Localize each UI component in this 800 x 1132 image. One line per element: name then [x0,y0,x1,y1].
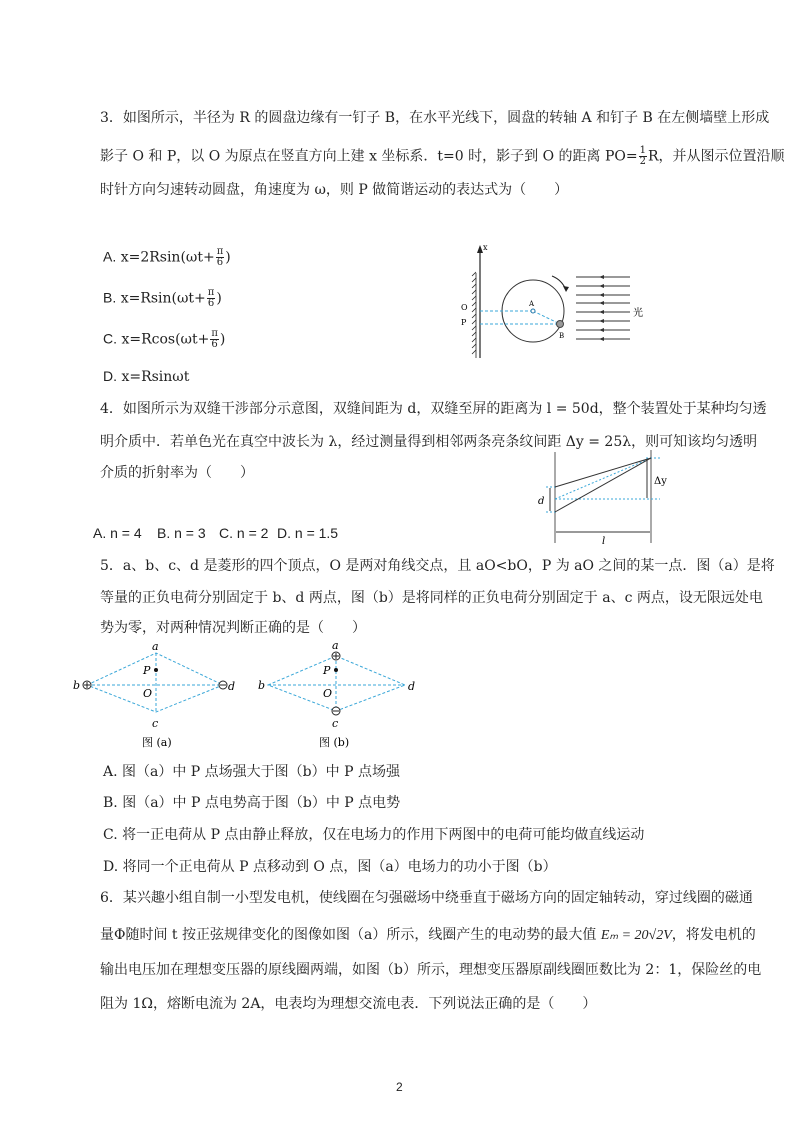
label-a: a [152,640,159,653]
label-A: A [529,300,535,308]
q3-option-a[interactable] [103,247,231,268]
wall-hatching [472,272,476,358]
numerator: π [207,287,215,298]
label-P: P [461,318,467,327]
fraction [216,247,225,268]
q5-text-line3: 势为零，对两种情况判断正确的是（ ） [100,620,366,636]
q3-disk-figure [440,240,680,370]
label-a: a [332,640,339,652]
q4-option-c[interactable]: C. n = 2 [219,525,269,541]
q3-option-c[interactable] [103,329,225,350]
label-dy: Δy [654,476,667,487]
label-O: O [143,687,153,700]
q5-option-b[interactable]: B. 图（a）中 P 点电势高于图（b）中 P 点电势 [103,795,401,811]
numerator: π [211,328,218,339]
option-label: A. [103,248,117,265]
q3-line2-end: R，并从图示位置沿顺 [647,148,785,165]
q6-text-line3: 输出电压加在理想变压器的原线圈两端，如图（b）所示，理想变压器原副线圈匝数比为 2：1，保险丝的电 [100,962,762,978]
label-c: c [152,717,159,730]
caption-a: 图 (a) [142,736,172,749]
option-expr-end: ) [225,249,231,266]
option-expr-end: ) [219,331,226,348]
numerator: 1 [639,145,646,156]
label-P: P [143,664,151,677]
axle-A [531,309,535,313]
option-expr: x=2Rsin(ωt+ [120,249,215,266]
q5-text-line1: 5．a、b、c、d 是菱形的四个顶点，O 是两对角线交点，且 aO<bO，P 为 aO 之间的某一点．图（a）是将 [100,558,775,574]
q4-option-d[interactable]: D. n = 1.5 [277,525,339,541]
rotation-arrowhead [563,286,569,292]
option-expr: x=Rsinωt [121,369,190,385]
label-d: d [408,680,416,693]
fraction [639,146,647,167]
q3-option-d[interactable] [103,367,189,386]
option-label: C. [103,330,117,347]
q4-text-line2: 明介质中．若单色光在真空中波长为 λ，经过测量得到相邻两条亮条纹间距 Δy = 25λ，则可知该均匀透明 [100,434,758,450]
denominator: 2 [639,156,646,167]
q4-option-b[interactable]: B. n = 3 [157,525,206,541]
figure-b [258,640,415,749]
q3-text-line1: 3．如图所示，半径为 R 的圆盘边缘有一钉子 B，在水平光线下，圆盘的转轴 A 和钉子 B 在左侧墙壁上形成 [100,110,770,126]
center-ray [555,458,651,499]
q5-option-a[interactable]: A. 图（a）中 P 点场强大于图（b）中 P 点场强 [103,764,400,780]
option-expr-end: ) [216,290,222,307]
emf-formula: Eₘ = 20√2V [600,928,672,943]
label-P: P [323,664,331,677]
ray-2 [555,458,651,512]
label-d: d [228,680,236,693]
fraction [207,288,216,309]
ray-1 [555,458,651,487]
figure-a [73,640,235,749]
option-label: B. [103,289,117,306]
label-l: l [602,536,606,547]
q3-text-line2 [100,146,785,167]
numerator: π [216,246,224,257]
q6-line2-end: ，将发电机的 [671,927,756,943]
option-label: D. [103,368,117,384]
point-P [334,668,338,672]
denominator: 6 [207,298,215,309]
q6-line2-start: 量Φ随时间 t 按正弦规律变化的图像如图（a）所示，线圈产生的电动势的最大值 [100,927,601,943]
q6-text-line4: 阻为 1Ω，熔断电流为 2A，电表均为理想交流电表．下列说法正确的是（ ） [100,996,597,1012]
q6-text-line2 [100,926,756,945]
label-c: c [332,717,339,730]
denominator: 6 [211,339,218,350]
radius-line [533,311,560,324]
page-number: 2 [396,1080,403,1094]
q6-text-line1: 6．某兴趣小组自制一小型发电机，使线圈在匀强磁场中绕垂直于磁场方向的固定轴转动，穿过线圈的磁通 [100,890,753,906]
q5-rhombus-figures [70,640,440,760]
option-expr: x=Rcos(ωt+ [121,331,210,348]
q3-text-line3: 时针方向匀速转动圆盘，角速度为 ω，则 P 做简谐运动的表达式为（ ） [100,182,569,198]
point-P [154,668,158,672]
q4-text-line3: 介质的折射率为（ ） [100,465,254,481]
nail-B [557,321,564,328]
light-label: 光 [633,308,643,319]
label-O: O [461,303,468,312]
ray-arrowheads [599,275,604,341]
q4-double-slit-figure [520,448,670,548]
q5-text-line2: 等量的正负电荷分别固定于 b、d 两点，图（b）是将同样的正负电荷分别固定于 a、c 两点，设无限远处电 [100,590,763,606]
option-expr: x=Rsin(ωt+ [120,290,206,307]
axis-label: x [483,243,488,252]
caption-b: 图 (b) [319,736,350,749]
label-d: d [538,496,545,507]
q3-option-b[interactable] [103,288,222,309]
fraction [210,329,219,350]
q4-option-a[interactable]: A. n = 4 [93,525,142,541]
q5-option-c[interactable]: C. 将一正电荷从 P 点由静止释放，仅在电场力的作用下两图中的电荷可能均做直线运动 [103,827,645,843]
q4-text-line1: 4．如图所示为双缝干涉部分示意图，双缝间距为 d，双缝至屏的距离为 l = 50d，整个装置处于某种均匀透 [100,401,767,417]
label-b: b [258,679,266,692]
q3-line2-start: 影子 O 和 P，以 O 为原点在竖直方向上建 x 坐标系．t=0 时，影子到 O 的距离 PO= [100,148,638,165]
denominator: 6 [216,257,224,268]
label-O: O [323,687,333,700]
q5-option-d[interactable]: D. 将同一个正电荷从 P 点移动到 O 点，图（a）电场力的功小于图（b） [103,859,557,875]
label-B: B [559,332,565,340]
label-b: b [73,679,81,692]
